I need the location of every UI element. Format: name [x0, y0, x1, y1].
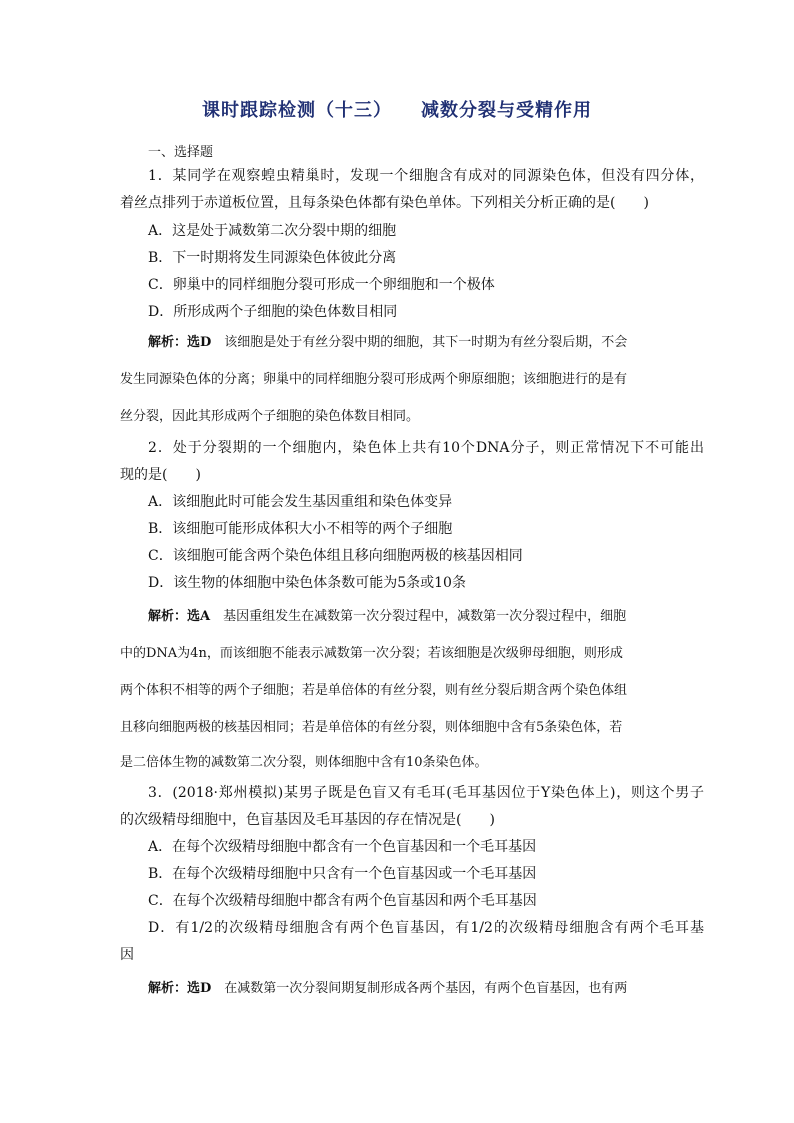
q3-option-d-line-2: 因: [120, 947, 134, 963]
q2-answer-lead: 解析：选A: [148, 609, 211, 624]
q2-option-c: C．该细胞可能含两个染色体组且移向细胞两极的核基因相同: [148, 548, 523, 564]
q1-answer-text-1: 该细胞是处于有丝分裂中期的细胞，其下一时期为有丝分裂后期，不会: [224, 335, 628, 350]
q1-stem-line-1: 1．某同学在观察蝗虫精巢时，发现一个细胞含有成对的同源染色体，但没有四分体，: [148, 168, 704, 184]
q1-answer-lead: 解析：选D: [148, 335, 212, 350]
page-title: 课时跟踪检测（十三） 减数分裂与受精作用: [201, 100, 593, 121]
q2-answer-line-5: 是二倍体生物的减数第二次分裂，则体细胞中含有10条染色体。: [120, 755, 488, 770]
q2-answer-line-1: [148, 605, 626, 624]
q1-answer-line-2: 发生同源染色体的分离；卵巢中的同样细胞分裂可形成两个卵原细胞；该细胞进行的是有: [120, 372, 628, 387]
q2-stem-line-1: 2．处于分裂期的一个细胞内，染色体上共有10个DNA分子，则正常情况下不可能出: [148, 440, 704, 456]
q3-option-d-line-1: D．有1/2的次级精母细胞含有两个色盲基因，有1/2的次级精母细胞含有两个毛耳基: [148, 920, 704, 936]
q1-option-d: D．所形成两个子细胞的染色体数目相同: [148, 304, 398, 320]
q3-option-c: C．在每个次级精母细胞中都含有两个色盲基因和两个毛耳基因: [148, 893, 537, 909]
q3-stem-line-2: 的次级精母细胞中，色盲基因及毛耳基因的存在情况是( ): [120, 812, 495, 828]
q2-answer-line-2: 中的DNA为4n，而该细胞不能表示减数第一次分裂；若该细胞是次级卵母细胞，则形成: [120, 646, 623, 661]
q3-answer-line-1: [148, 977, 627, 996]
q2-option-b: B．该细胞可能形成体积大小不相等的两个子细胞: [148, 521, 453, 537]
q3-option-b: B．在每个次级精母细胞中只含有一个色盲基因或一个毛耳基因: [148, 866, 537, 882]
q2-answer-line-4: 且移向细胞两极的核基因相同；若是单倍体的有丝分裂，则体细胞中含有5条染色体，若: [120, 720, 623, 735]
q2-option-d: D．该生物的体细胞中染色体条数可能为5条或10条: [148, 575, 466, 591]
q1-answer-line-3: 丝分裂，因此其形成两个子细胞的染色体数目相同。: [120, 409, 420, 424]
q3-answer-lead: 解析：选D: [148, 981, 212, 996]
q1-option-c: C．卵巢中的同样细胞分裂可形成一个卵细胞和一个极体: [148, 277, 495, 293]
q1-answer-line-1: [148, 331, 627, 350]
q1-stem-line-2: 着丝点排列于赤道板位置，且每条染色体都有染色单体。下列相关分析正确的是( ): [120, 195, 649, 211]
q3-option-a: A．在每个次级精母细胞中都含有一个色盲基因和一个毛耳基因: [148, 839, 537, 855]
q3-answer-text-1: 在减数第一次分裂间期复制形成各两个基因，有两个色盲基因，也有两: [224, 981, 628, 996]
q2-stem-line-2: 现的是( ): [120, 467, 201, 483]
q1-option-a: A．这是处于减数第二次分裂中期的细胞: [148, 223, 397, 239]
q2-answer-line-3: 两个体积不相等的两个子细胞；若是单倍体的有丝分裂，则有丝分裂后期含两个染色体组: [120, 683, 628, 698]
q1-option-b: B．下一时期将发生同源染色体彼此分离: [148, 250, 397, 266]
section-heading: 一、选择题: [148, 145, 214, 160]
q2-option-a: A．该细胞此时可能会发生基因重组和染色体变异: [148, 494, 453, 510]
q3-stem-line-1: 3．(2018·郑州模拟)某男子既是色盲又有毛耳(毛耳基因位于Y染色体上)，则这个男子: [148, 785, 704, 801]
q2-answer-text-1: 基因重组发生在减数第一次分裂过程中，减数第一次分裂过程中，细胞: [223, 609, 627, 624]
